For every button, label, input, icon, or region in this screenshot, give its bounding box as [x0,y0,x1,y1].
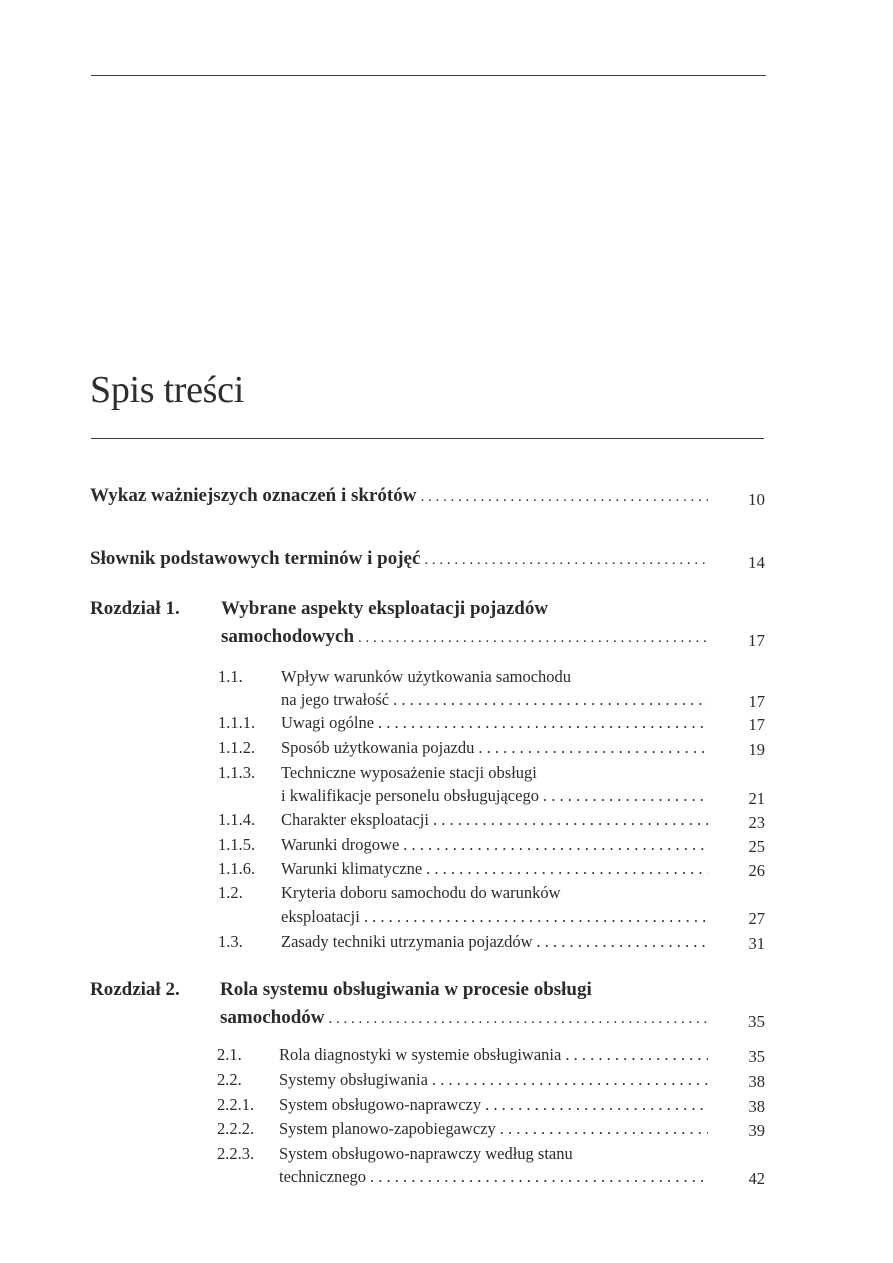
section-number: 2.2. [217,1070,242,1089]
toc-page-number: 27 [748,909,765,928]
toc-page-number: 17 [748,631,765,650]
toc-page-number: 42 [748,1169,765,1188]
chapter-title-line2: samochodów . . . [220,1007,712,1029]
dot-leader [543,786,708,806]
section-number: 1.1.5. [218,835,256,854]
dot-leader [537,932,708,952]
section-entry: Sposób użytkowania pojazdu . . . [281,738,712,758]
section-number: 1.1.4. [218,810,256,829]
toc-page-number: 38 [748,1072,765,1091]
toc-entry-glossary [90,548,712,570]
dot-leader [485,1095,708,1115]
section-title: Wpływ warunków użytkowania samochodu [281,667,572,686]
dot-leader [378,713,708,733]
section-entry: System planowo-zapobiegawczy . . . [279,1119,712,1139]
toc-page-number: 21 [748,789,765,808]
section-number: 2.2.1. [217,1095,255,1114]
section-number: 1.2. [218,883,243,902]
dot-leader [420,489,708,506]
section-title-line2: technicznego . . . [279,1167,712,1187]
dot-leader [500,1119,708,1139]
section-number: 1.1.2. [218,738,256,757]
section-entry: Warunki klimatyczne . . . [281,859,712,879]
toc-entry-abbreviations [90,485,712,507]
section-title: System obsługowo-naprawczy według stanu [279,1144,573,1163]
toc-page-number: 25 [748,837,765,856]
toc-page-number: 31 [748,934,765,953]
title-rule [91,438,764,439]
dot-leader [432,1070,708,1090]
section-title-line2: na jego trwałość . . . [281,690,712,710]
section-number: 2.2.2. [217,1119,255,1138]
page-title: Spis treści [90,369,244,411]
section-number: 1.1.6. [218,859,256,878]
section-entry: Warunki drogowe . . . [281,835,712,855]
section-entry: Systemy obsługiwania . . . [279,1070,712,1090]
toc-page-number: 35 [748,1012,765,1031]
chapter-title-line2: samochodowych . . . [221,626,712,648]
section-title-line2: i kwalifikacje personelu obsługującego . . . [281,786,712,806]
dot-leader [433,810,708,830]
dot-leader [403,835,708,855]
section-number: 1.3. [218,932,243,951]
section-entry: Charakter eksploatacji . . . [281,810,712,830]
chapter-label: Rozdział 2. [90,979,180,1000]
section-entry: System obsługowo-naprawczy . . . [279,1095,712,1115]
dot-leader [478,738,708,758]
toc-page-number: 14 [748,553,765,572]
section-title: Techniczne wyposażenie stacji obsługi [281,763,537,782]
dot-leader [358,630,708,647]
toc-page-number: 17 [748,692,765,711]
dot-leader [364,907,708,927]
dot-leader [426,859,708,879]
toc-page-number: 38 [748,1097,765,1116]
section-entry: Uwagi ogólne . . . [281,713,712,733]
section-number: 1.1.3. [218,763,256,782]
section-number: 2.2.3. [217,1144,255,1163]
dot-leader [424,552,708,569]
top-rule [91,75,766,76]
toc-page-number: 35 [748,1047,765,1066]
toc-entry-text: Wykaz ważniejszych oznaczeń i skrótów [90,485,417,506]
chapter-label: Rozdział 1. [90,598,180,619]
chapter-title: Rola systemu obsługiwania w procesie obsługi [220,979,592,1000]
dot-leader [393,690,708,710]
toc-page-number: 39 [748,1121,765,1140]
section-number: 2.1. [217,1045,242,1064]
section-entry: Rola diagnostyki w systemie obsługiwania . . . [279,1045,712,1065]
dot-leader [329,1011,708,1028]
toc-entry-text: Słownik podstawowych terminów i pojęć [90,548,421,569]
dot-leader [565,1045,708,1065]
section-number: 1.1.1. [218,713,256,732]
chapter-title: Wybrane aspekty eksploatacji pojazdów [221,598,549,619]
toc-page-number: 19 [748,740,765,759]
section-number: 1.1. [218,667,243,686]
section-entry: Zasady techniki utrzymania pojazdów . . . [281,932,712,952]
dot-leader [370,1167,708,1187]
toc-page-number: 23 [748,813,765,832]
toc-page-number: 17 [748,715,765,734]
toc-page-number: 10 [748,490,765,509]
section-title-line2: eksploatacji . . . [281,907,712,927]
section-title: Kryteria doboru samochodu do warunków [281,883,561,902]
toc-page-number: 26 [748,861,765,880]
